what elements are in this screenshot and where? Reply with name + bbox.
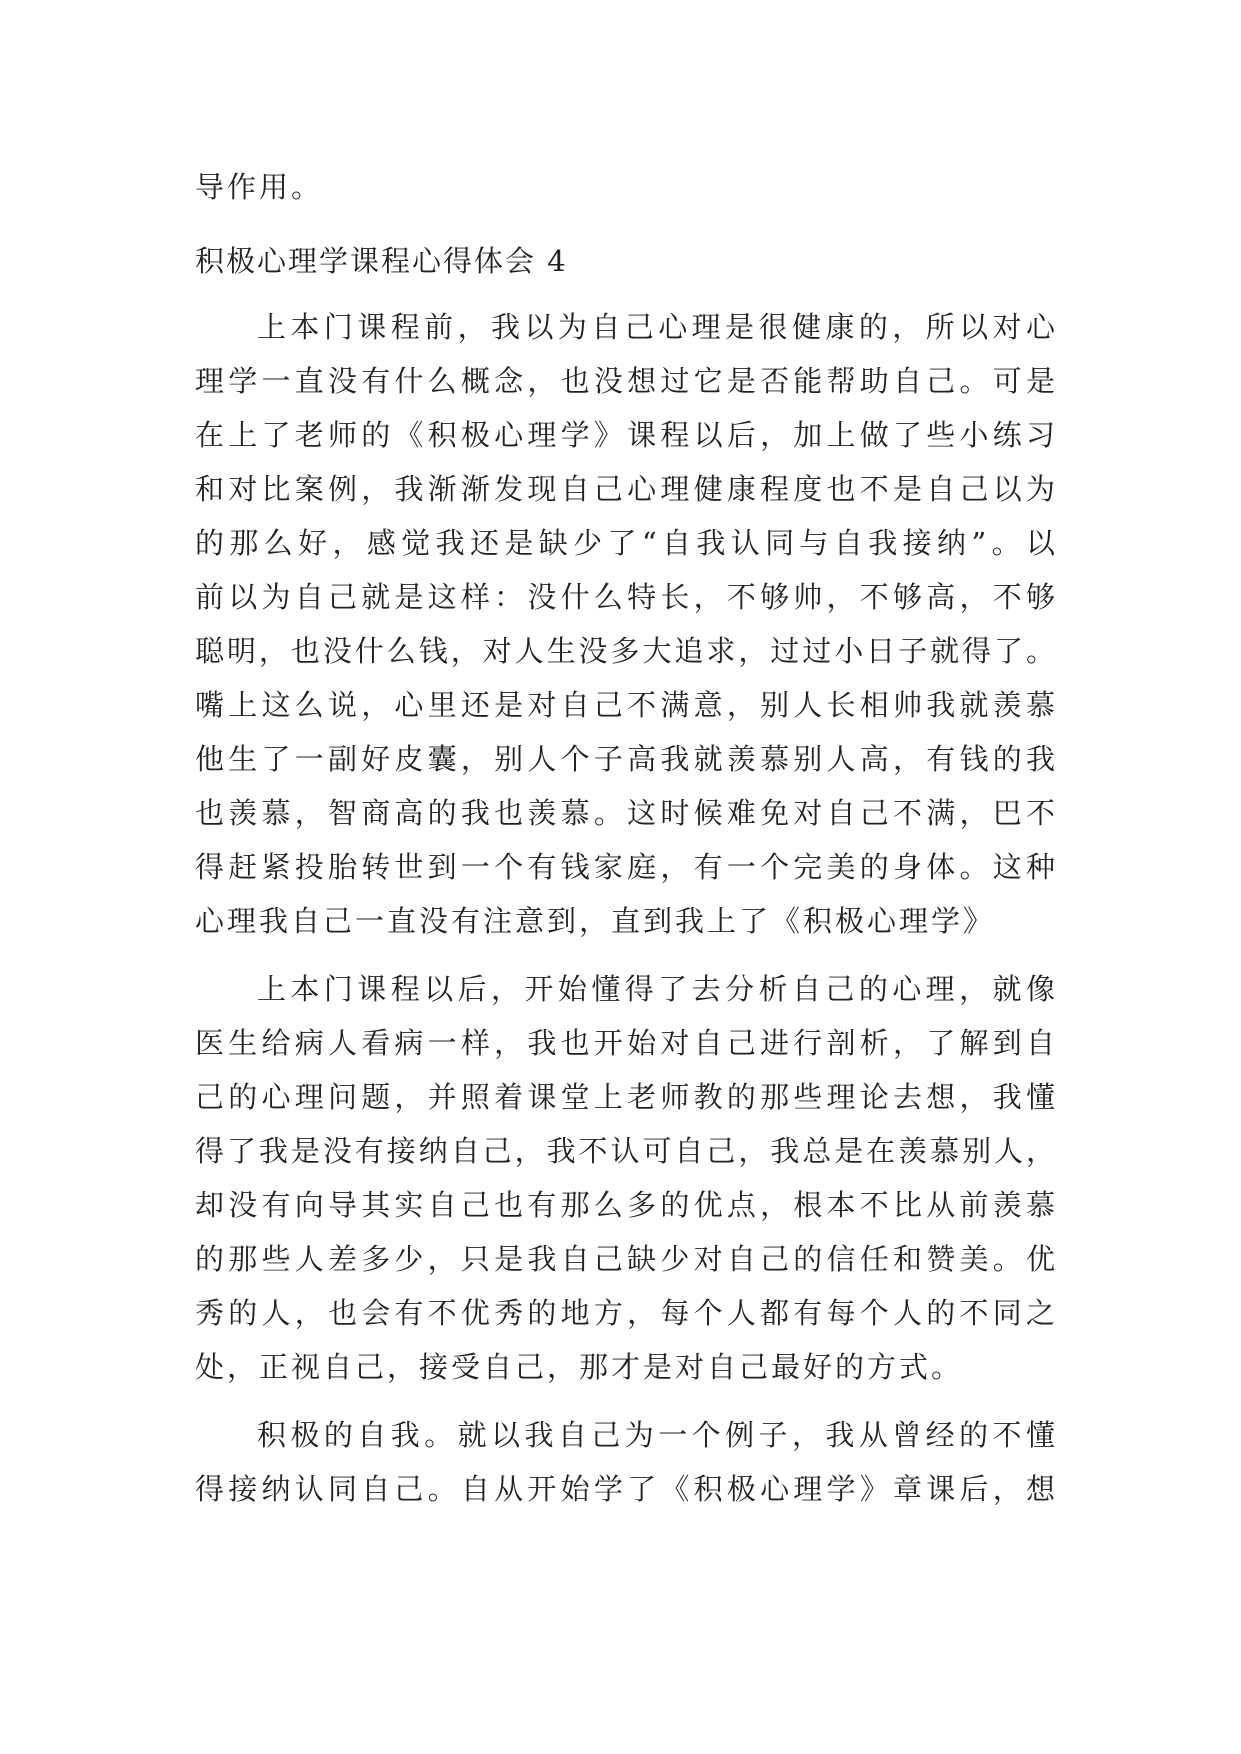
paragraph-line: 得赶紧投胎转世到一个有钱家庭，有一个完美的身体。这种 — [195, 850, 1055, 884]
paragraph-line: 在上了老师的《积极心理学》课程以后，加上做了些小练习 — [195, 418, 1055, 452]
paragraph-line: 心理我自己一直没有注意到，直到我上了《积极心理学》 — [195, 904, 996, 938]
paragraph-line: 得了我是没有接纳自己，我不认可自己，我总是在羡慕别人， — [195, 1134, 1055, 1168]
paragraph-line: 和对比案例，我渐渐发现自己心理健康程度也不是自己以为 — [195, 472, 1055, 506]
paragraph-line: 上本门课程以后，开始懂得了去分析自己的心理，就像 — [257, 972, 1055, 1006]
paragraph-line: 己的心理问题，并照着课堂上老师教的那些理论去想，我懂 — [195, 1080, 1055, 1114]
paragraph-line: 却没有向导其实自己也有那么多的优点，根本不比从前羡慕 — [195, 1188, 1055, 1222]
paragraph-line: 聪明，也没什么钱，对人生没多大追求，过过小日子就得了。 — [195, 634, 1055, 668]
paragraph-line: 处，正视自己，接受自己，那才是对自己最好的方式。 — [195, 1350, 964, 1384]
paragraph-line: 也羡慕，智商高的我也羡慕。这时候难免对自己不满，巴不 — [195, 796, 1055, 830]
paragraph-line: 前以为自己就是这样：没什么特长，不够帅，不够高，不够 — [195, 580, 1055, 614]
document-page — [195, 160, 1055, 1530]
top-fragment: 导作用。 — [195, 170, 324, 204]
paragraph-line: 嘴上这么说，心里还是对自己不满意，别人长相帅我就羡慕 — [195, 688, 1055, 722]
paragraph-1 — [195, 300, 1055, 948]
paragraph-line: 积极的自我。就以我自己为一个例子，我从曾经的不懂 — [257, 1418, 1055, 1452]
section-title: 积极心理学课程心得体会 4 — [195, 244, 568, 278]
paragraph-line: 上本门课程前，我以为自己心理是很健康的，所以对心 — [257, 310, 1055, 344]
paragraph-3 — [195, 1408, 1055, 1516]
paragraph-line: 得接纳认同自己。自从开始学了《积极心理学》章课后，想 — [195, 1472, 1055, 1506]
paragraph-line: 秀的人，也会有不优秀的地方，每个人都有每个人的不同之 — [195, 1296, 1055, 1330]
paragraph-line: 他生了一副好皮囊，别人个子高我就羡慕别人高，有钱的我 — [195, 742, 1055, 776]
paragraph-line: 的那些人差多少，只是我自己缺少对自己的信任和赞美。优 — [195, 1242, 1055, 1276]
paragraph-2 — [195, 962, 1055, 1394]
paragraph-line: 的那么好，感觉我还是缺少了“自我认同与自我接纳”。以 — [195, 526, 1055, 560]
paragraph-line: 医生给病人看病一样，我也开始对自己进行剖析，了解到自 — [195, 1026, 1055, 1060]
paragraph-line: 理学一直没有什么概念，也没想过它是否能帮助自己。可是 — [195, 364, 1055, 398]
